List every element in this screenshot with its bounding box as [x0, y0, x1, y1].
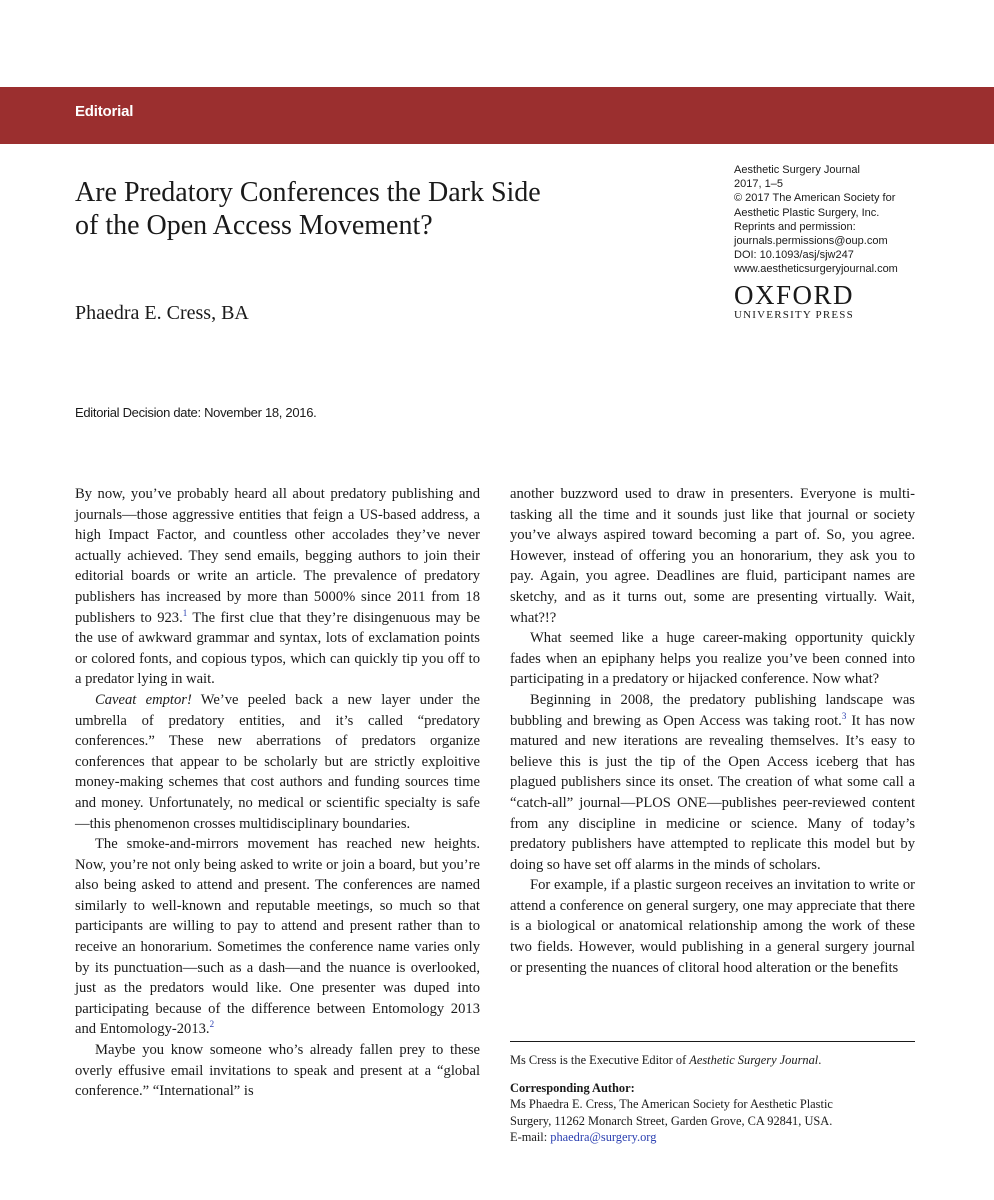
body-column-left [75, 484, 480, 1102]
paragraph: What seemed like a huge career-making opportunity quickly fades when an epiphany helps you realize you’ve been conned into participating in a predatory or hijacked conference. Now what? [510, 630, 915, 688]
italic-phrase: Caveat emptor! [95, 691, 192, 708]
body-column-right [510, 484, 915, 978]
title-line-1: Are Predatory Conferences the Dark Side [75, 177, 541, 208]
reference-link[interactable]: 1 [182, 607, 188, 618]
paragraph [510, 690, 915, 875]
email-link[interactable]: phaedra@surgery.org [550, 1129, 657, 1144]
reference-link[interactable]: 3 [841, 710, 847, 721]
article-title [75, 176, 675, 242]
title-line-2: of the Open Access Movement? [75, 210, 433, 241]
paragraph: Maybe you know someone who’s already fallen prey to these overly effusive email invitations to speak and present at a “global conference.” “International” is [75, 1042, 480, 1100]
meta-year-pages: 2017, 1–5 [734, 178, 783, 191]
paragraph-text: It has now matured and new iterations are revealing themselves. It’s easy to believe this is just the tip of the Open Access iceberg that has plagued publishers since its onset. The creation of what some call a “catch-all” journal—PLOS ONE—publishes peer-reviewed content from any discipline in medicine or science. Many of today’s predatory publishers have attempted to replicate this model but by doing so have set off alarms in the minds of scholars. [510, 712, 916, 873]
meta-copyright-1: © 2017 The American Society for [734, 192, 896, 205]
author-role-text: Ms Cress is the Executive Editor of [510, 1053, 690, 1067]
corresponding-author-heading: Corresponding Author: [510, 1081, 635, 1096]
email-label: E-mail: [510, 1129, 551, 1144]
paragraph-text: Beginning in 2008, the predatory publishing landscape was bubbling and brewing as Open Access was taking root. [510, 691, 915, 729]
section-banner [0, 87, 994, 144]
corresponding-address-line-2: Surgery, 11262 Monarch Street, Garden Grove, CA 92841, USA. [510, 1113, 833, 1128]
meta-journal-name: Aesthetic Surgery Journal [734, 164, 860, 176]
journal-meta [734, 163, 974, 277]
reference-link[interactable]: 2 [209, 1019, 215, 1030]
author-role-suffix: . [818, 1053, 822, 1067]
publisher-subtitle: UNIVERSITY PRESS [734, 309, 854, 321]
paragraph-text: We’ve peeled back a new layer under the umbrella of predatory entities, and it’s called “predatory conferences.” These new aberrations of predators organize conferences that appear to be scholarly but are strictly exploitive money-making schemes that cost authors and funding sources time and money. Unfortunately, no medical or scientific specialty is safe—this phenomenon crosses multidisciplinary boundaries. [75, 691, 480, 832]
meta-doi[interactable]: DOI: 10.1093/asj/sjw247 [734, 249, 854, 262]
author-role [510, 1052, 920, 1068]
paragraph-text: By now, you’ve probably heard all about predatory publishing and journals—those aggressive entities that feign a US-based address, a high Impact Factor, and countless other accolades they’ve never actually achieved. They send emails, begging authors to join their editorial boards or write an article. The prevalence of predatory publishers has increased by more than 5000% since 2011 from 18 publishers to 923. [75, 486, 480, 626]
author-name: Phaedra E. Cress, BA [75, 302, 249, 324]
paragraph [75, 690, 480, 834]
meta-reprints: Reprints and permission: [734, 220, 856, 233]
corresponding-email-row [510, 1129, 920, 1145]
decision-date: Editorial Decision date: November 18, 2016. [75, 405, 317, 420]
paragraph [75, 834, 480, 1040]
paragraph-text: The smoke-and-mirrors movement has reached new heights. Now, you’re not only being asked to write or join a board, but you’re also being asked to attend and present. The conferences are named similarly to well-known and reputable meetings, so much so that participants are willing to pay to attend and present rather than to receive an honorarium. Sometimes the conference name varies only by its punctuation—such as a dash—and the nuance is overlooked, just as the predators would like. One presenter was duped into participating because of the difference between Entomology 2013 and Entomology-2013. [75, 836, 480, 1038]
publisher-name: OXFORD [734, 280, 855, 310]
paragraph-text: The first clue that they’re disingenuous may be the use of awkward grammar and syntax, lots of exclamation points or colored fonts, and copious typos, which can quickly tip you off to a predator lying in wait. [75, 609, 480, 688]
section-label: Editorial [75, 103, 134, 120]
paragraph: another buzzword used to draw in presenters. Everyone is multi-tasking all the time and it sounds just like that journal or society you’ve always aspired toward becoming a part of. So, you agree. However, instead of offering you an honorarium, they ask you to pay. Again, you agree. Deadlines are fluid, participant names are sketchy, and as it turns out, some are presenting virtually. Wait, what?!? [510, 486, 915, 626]
paragraph [75, 484, 480, 690]
footnote-divider [510, 1041, 915, 1042]
paragraph: For example, if a plastic surgeon receives an invitation to write or attend a conference on general surgery, one may appreciate that there is a biological or anatomical relationship among the work of these two fields. However, would publishing in a general surgery journal or presenting the nuances of clitoral hood alteration or the benefits [510, 877, 915, 976]
publisher-logo [734, 281, 874, 322]
meta-permissions-email[interactable]: journals.permissions@oup.com [734, 235, 888, 248]
author-role-journal: Aesthetic Surgery Journal [689, 1053, 819, 1067]
author-footnote [510, 1052, 920, 1145]
corresponding-address-line-1: Ms Phaedra E. Cress, The American Society for Aesthetic Plastic [510, 1097, 833, 1112]
meta-website[interactable]: www.aestheticsurgeryjournal.com [734, 263, 898, 276]
meta-copyright-2: Aesthetic Plastic Surgery, Inc. [734, 206, 880, 219]
